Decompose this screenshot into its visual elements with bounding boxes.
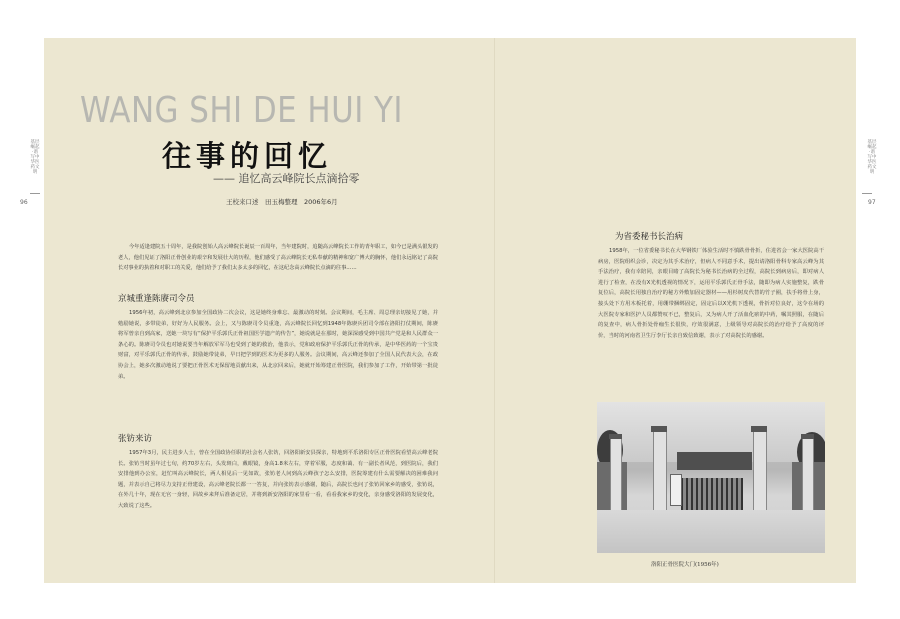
- left-page-number: 96: [20, 199, 28, 206]
- title-english: WANG SHI DE HUI YI: [80, 90, 403, 131]
- page-gutter: [494, 38, 495, 583]
- left-margin-rule: [30, 193, 40, 194]
- article-subtitle: —— 追忆高云峰院长点滴拾零: [213, 172, 360, 185]
- section-heading-secretary: 为省委秘书长治病: [615, 232, 684, 242]
- photo-caption: 洛阳正骨医院大门(1956年): [651, 562, 719, 568]
- article-byline: 王校来口述 田玉梅整理 2006年6月: [226, 198, 338, 206]
- section-heading-chen-geng: 京城重逢陈赓司令员: [118, 294, 195, 304]
- title-chinese: 往事的回忆: [162, 139, 333, 173]
- paragraph-secretary: 1958年，一位省委秘书长在大华钢铁厂体验生活时不慎跌骨骨折，住进省会一家大医院高干病房，医院组织会诊，决定为其手术治疗，但病人不同意手术，提出请洛阳骨科专家高云峰为其手法治疗，我有幸陪同，亲眼目睹了高院长为秘书长治病的全过程，高院长到病房后，即对病人进行了检查，在没有X光机透视的情况下，运用平乐郭氏正骨手法，随即为病人实施整复，跌骨复位后，高院长用独自治疗的秘方外敷加固定器材——用杉树皮代替的竹子圈，扶手将骨上身，接头处下方用木板托着，用绷带捆绑固定，固定后以X光机下透视，骨折对位良好，这令在场的大医院专家和医护人员都赞叹不已，整复后，又为病人开了活血化瘀的中药，嘱其照服，在随后的复查中，病人骨折处骨痂生长很快，疗效很满意，上级领导对高院长的治疗给予了高度的评价，当时的河南省卫生厅李厅长亲自致信致谢，表示了对高院长的感谢。: [598, 248, 824, 339]
- right-margin-label: 基层崛起·谱写中华医药文明: [867, 140, 877, 175]
- intro-paragraph: 今年适逢建院五十周年，是我院创始人高云峰院长诞辰一百周年，当年建院时，追随高云峰院长工作的青年职工，如今已是满头银发的老人，他们见证了洛阳正骨创业的艰辛和发展壮大的历程，他们感受了高云峰院长无私奉献的精神和宽广博大的胸怀，他们永远铭记了高院长对事业的执着和对职工的关爱，他们给予了我们太多太多的回忆，在这纪念高云峰院长点滴的往事……: [118, 244, 438, 271]
- right-page-number: 97: [868, 199, 876, 206]
- section-heading-zhang-fang: 张钫来访: [118, 434, 153, 444]
- hospital-sign: [670, 474, 682, 506]
- paragraph-zhang-fang: 1957年3月，民主进步人士，曾在全国政协任职的社会名人张钫，回洛阳新安县探亲，特地到平乐洛阳专区正骨医院看望高云峰老院长。张钫当时虽年过七旬，约70岁左右，头发斑白，戴眼镜，身高1.8米左右，穿着军服，态度和蔼、有一副长者风范，到医院后，我们安排他到办公室，赶忙叫高云峰院长，两人相见后一见如故，张钫老人问到高云峰孩子怎么安排，医院筹建有什么需要解决的困难我问题，并表示自己将尽力支持正骨建设，高云峰老院长都一一答复，并向张钫表示感谢，随后，高院长也问了张钫回家乡的感受，张钫说，在外几十年，现在无官一身轻，回故乡来拜后准备定居，并将到新安洛阳的家里看一看，看看我家乡的变化，亲身感受洛阳的发展变化，大致说了这些。: [118, 450, 438, 509]
- hospital-gate-photo: [597, 402, 825, 553]
- left-margin-label: 基层崛起·谱写中华医药文明: [30, 140, 40, 175]
- paragraph-chen-geng: 1956年初，高云峰到北京参加全国政协二次会议，这是她终身难忘、最激动的时刻。会议期间，毛主席、周总理亲切接见了她，并勉励她说，多带徒弟，好好为人民服务。会上，又与陈赓司令员重逢，高云峰院长回忆到1948年陈赓兵团司令部在洛阳打仗期间，陈赓将军曾亲自到高家，送她一块写有“保护平乐郭氏正骨祖国医学遗产的传告”，她说就是在那时，她深深感受到中国共产党是和人民群众一条心的。陈赓司令员也对她说要当年解放军军马也受到了她的救治，他表示，党和政府保护平乐郭氏正骨的传承，是中华医药的一个宝贵财富，对平乐郭氏正骨的传承，鼓励她带徒弟，早日把学到的医术为更多的人服务。会议期间，高云峰还参加了全国人民代表大会，在政协会上，她多次激动地说了要把正骨医术无保留地贡献出来，从北京回来后，她就开始筹建正骨医院，我们参加了工作，开始带第一批徒弟。: [118, 310, 438, 380]
- right-margin-rule: [862, 193, 872, 194]
